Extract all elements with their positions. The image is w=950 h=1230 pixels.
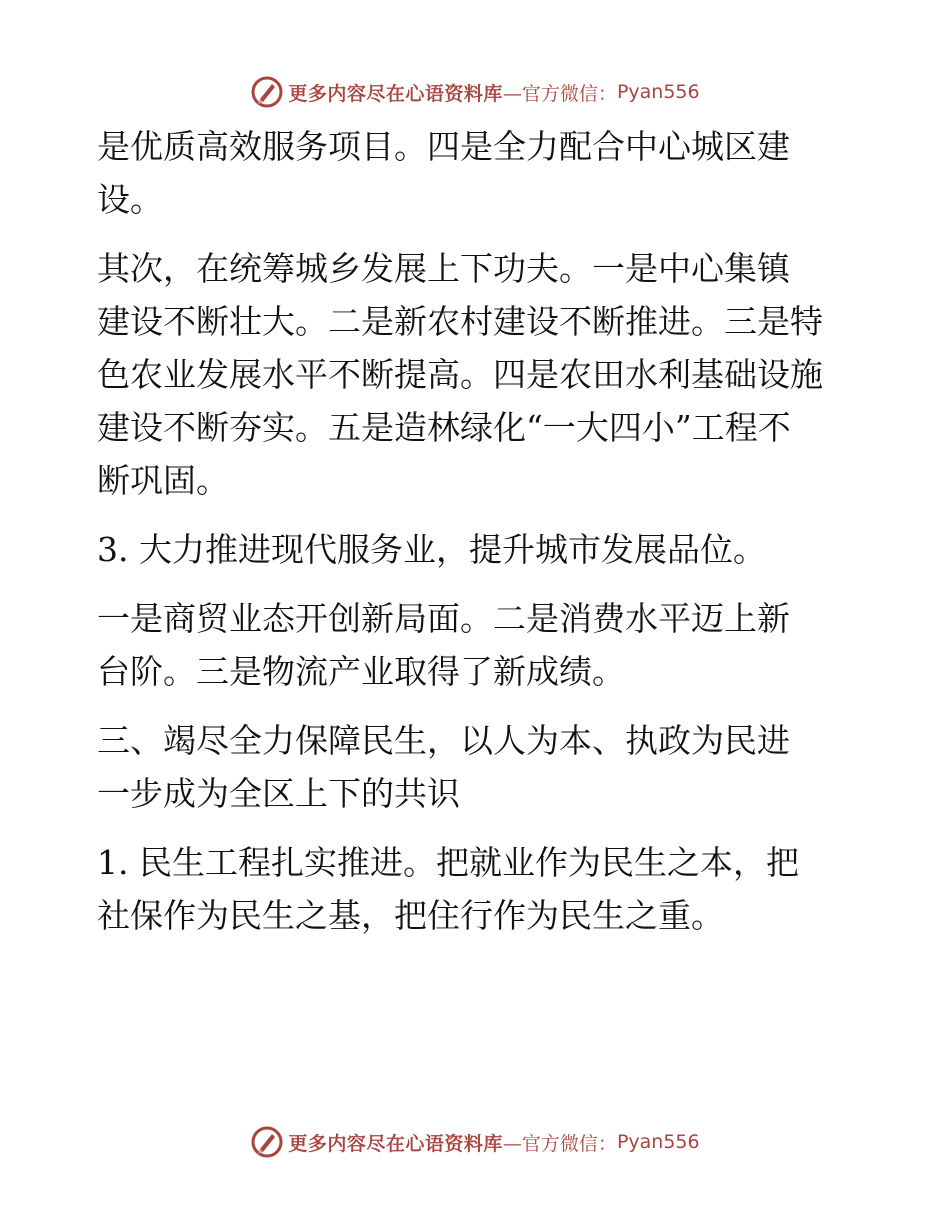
text-line: 三、竭尽全力保障民生，以人为本、执政为民进 [97,721,790,760]
text-line: 色农业发展水平不断提高。四是农田水利基础设施 [97,355,823,394]
paragraph [97,242,857,507]
paragraph [97,592,857,698]
text-line: 其次，在统筹城乡发展上下功夫。一是中心集镇 [97,249,790,288]
footer-watermark-banner [0,1122,950,1162]
banner-main-text: 更多内容尽在心语资料库 [288,82,503,105]
paragraph [97,836,857,942]
text-line: 是优质高效服务项目。四是全力配合中心城区建 [97,127,790,166]
header-watermark-banner [0,72,950,112]
text-line: 一步成为全区上下的共识 [97,774,460,813]
section-heading [97,523,857,576]
text-line: 社保作为民生之基，把住行作为民生之重。 [97,896,724,935]
banner-main-text: 更多内容尽在心语资料库 [288,1132,503,1155]
pen-logo-icon [250,75,284,109]
text-line: 建设不断夯实。五是造林绿化“一大四小”工程不 [97,408,791,447]
banner-separator-text: —官方微信： [502,82,617,105]
paragraph [97,120,857,226]
banner-wechat-id: Pyan556 [616,1131,700,1153]
banner-separator-text: —官方微信： [502,1132,617,1155]
text-line: 台阶。三是物流产业取得了新成绩。 [97,652,625,691]
text-line: 1. 民生工程扎实推进。把就业作为民生之本，把 [97,843,799,882]
document-body [97,120,857,942]
text-line: 建设不断壮大。二是新农村建设不断推进。三是特 [97,302,823,341]
banner-wechat-id: Pyan556 [616,81,700,103]
text-line: 设。 [97,180,163,219]
text-line: 断巩固。 [97,461,229,500]
section-heading [97,714,857,820]
pen-logo-icon [250,1125,284,1159]
text-line: 3. 大力推进现代服务业，提升城市发展品位。 [97,530,766,569]
text-line: 一是商贸业态开创新局面。二是消费水平迈上新 [97,599,790,638]
